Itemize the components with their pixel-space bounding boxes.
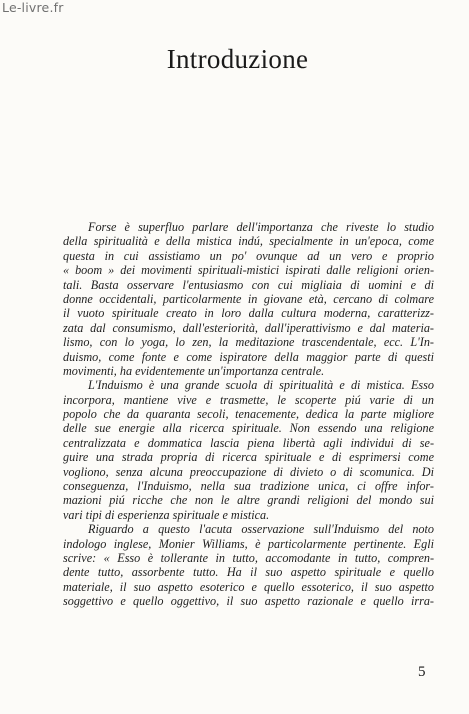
text-line: mazioni piú ricche che non le altre grandi religioni del mondo sui [63, 493, 434, 508]
text-line: vari tipi di esperienza spirituale e mistica. [63, 507, 270, 522]
text-line: centralizzata e dommatica lascia piena libertà agli individui di se- [63, 435, 434, 450]
paragraph-3 [63, 522, 434, 608]
text-line: materiale, il suo aspetto esoterico e quello essoterico, il suo aspetto [63, 579, 434, 594]
text-line: della spiritualità e della mistica indú, specialmente in un'epoca, come [63, 234, 434, 249]
text-line: tali. Basta osservare l'entusiasmo con cui migliaia di uomini e di [63, 277, 434, 292]
text-line: zata dal consumismo, dall'esteriorità, dall'iperattivismo e dal materia- [63, 320, 434, 335]
page-title: Introduzione [166, 44, 309, 74]
text-line: movimenti, ha evidentemente un'importanza centrale. [63, 363, 325, 378]
text-line: L'Induismo è una grande scuola di spiritualità e di mistica. Esso [88, 378, 434, 393]
text-line: popolo che da quaranta secoli, tenacemente, dedica la parte migliore [63, 407, 434, 422]
text-line: donne occidentali, particolarmente in giovane età, cercano di colmare [63, 291, 434, 306]
text-line: vogliono, senza alcuna preoccupazione di divieto o di scomunica. Di [63, 464, 434, 479]
body-text [63, 220, 434, 609]
text-line: Riguardo a questo l'acuta osservazione sull'Induismo del noto [88, 522, 434, 537]
text-line: guire una strada propria di ricerca spirituale e di esprimersi come [63, 450, 434, 465]
text-line: lismo, con lo yoga, lo zen, la meditazione trascendentale, ecc. L'In- [63, 335, 434, 350]
text-line: incorpora, mantiene vive e trasmette, le scoperte piú varie di un [63, 392, 434, 407]
watermark: Le-livre.fr [2, 0, 64, 15]
text-line: indologo inglese, Monier Williams, è particolarmente pertinente. Egli [63, 536, 434, 551]
text-line: scrive: « Esso è tollerante in tutto, accomodante in tutto, compren- [63, 550, 434, 565]
page-number: 5 [418, 664, 426, 680]
paragraph-1 [63, 220, 434, 378]
text-line: questa in cui assistiamo un po' ovunque ad un vero e proprio [63, 248, 434, 263]
text-line: « boom » dei movimenti spirituali-mistici ispirati dalle religioni orien- [63, 263, 434, 278]
text-line: conseguenza, l'Induismo, nella sua tradizione unica, ci offre infor- [63, 479, 434, 494]
text-line: Forse è superfluo parlare dell'importanza che riveste lo studio [88, 220, 434, 234]
text-line: duismo, come fonte e come ispiratore della maggior parte di questi [63, 349, 434, 364]
text-line: il vuoto spirituale creato in loro dalla cultura moderna, caratterizz- [63, 306, 434, 321]
text-line: delle sue energie alla ricerca spirituale. Non essendo una religione [63, 421, 434, 436]
paragraph-2 [63, 378, 434, 522]
text-line: soggettivo e quello oggettivo, il suo aspetto razionale e quello irra- [63, 594, 434, 609]
text-line: dente tutto, assorbente tutto. Ha il suo aspetto spirituale e quello [63, 565, 434, 580]
